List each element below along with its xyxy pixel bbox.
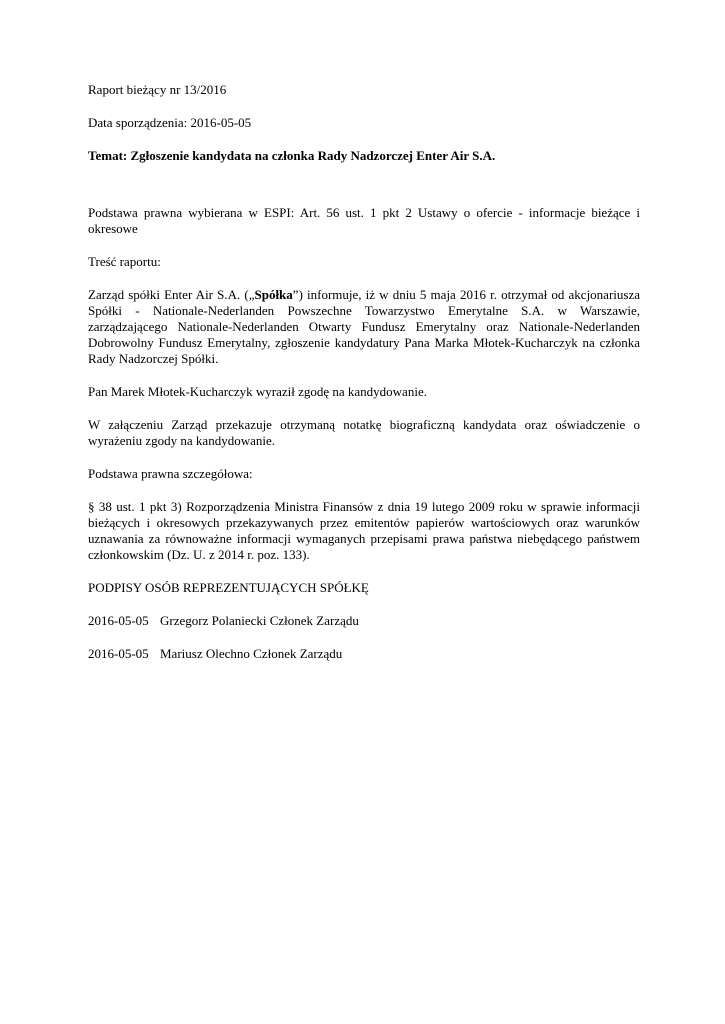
signature-line	[88, 646, 640, 662]
signature-line	[88, 613, 640, 629]
body-1-after: ”) informuje, iż w dniu 5 maja 2016 r. otrzymał od akcjonariusza Spółki - Nationale-Nederlanden Powszechne Towarzystwo Emerytalne S.A. w Warszawie, zarządzającego Nationale-Nederlanden Otwarty Fundusz Emerytalny oraz Nationale-Nederlanden Dobrowolny Fundusz Emerytalny, zgłoszenie kandydatury Pana Marka Młotek-Kucharczyk na członka Rady Nadzorczej Spółki.	[88, 287, 640, 366]
detailed-basis: § 38 ust. 1 pkt 3) Rozporządzenia Ministra Finansów z dnia 19 lutego 2009 roku w sprawie informacji bieżących i okresowych przekazywanych przez emitentów papierów wartościowych oraz warunków uznawania za równoważne informacji wymaganych przepisami prawa państwa niebędącego państwem członkowskim (Dz. U. z 2014 r. poz. 133).	[88, 499, 640, 562]
legal-basis: Podstawa prawna wybierana w ESPI: Art. 56 ust. 1 pkt 2 Ustawy o ofercie - informacje bieżące i okresowe	[88, 205, 640, 236]
signature-date: 2016-05-05	[88, 613, 149, 628]
report-number: Raport bieżący nr 13/2016	[88, 82, 227, 97]
signatures-heading: PODPISY OSÓB REPREZENTUJĄCYCH SPÓŁKĘ	[88, 580, 369, 595]
detailed-basis-label: Podstawa prawna szczegółowa:	[88, 466, 253, 481]
report-subject: Temat: Zgłoszenie kandydata na członka Rady Nadzorczej Enter Air S.A.	[88, 148, 496, 163]
signature-name: Grzegorz Polaniecki Członek Zarządu	[160, 613, 359, 628]
body-paragraph-2: Pan Marek Młotek-Kucharczyk wyraził zgodę na kandydowanie.	[88, 384, 427, 399]
content-label: Treść raportu:	[88, 254, 161, 269]
company-defined-term: Spółka	[254, 287, 293, 302]
report-content	[88, 82, 640, 662]
signature-date: 2016-05-05	[88, 646, 149, 661]
body-paragraph-3: W załączeniu Zarząd przekazuje otrzymaną notatkę biograficzną kandydata oraz oświadczenie o wyrażeniu zgody na kandydowanie.	[88, 417, 640, 448]
body-1-before: Zarząd spółki Enter Air S.A. („	[88, 287, 255, 302]
date-prepared: Data sporządzenia: 2016-05-05	[88, 115, 252, 130]
signature-name: Mariusz Olechno Członek Zarządu	[160, 646, 343, 661]
body-paragraph-1	[88, 287, 640, 367]
